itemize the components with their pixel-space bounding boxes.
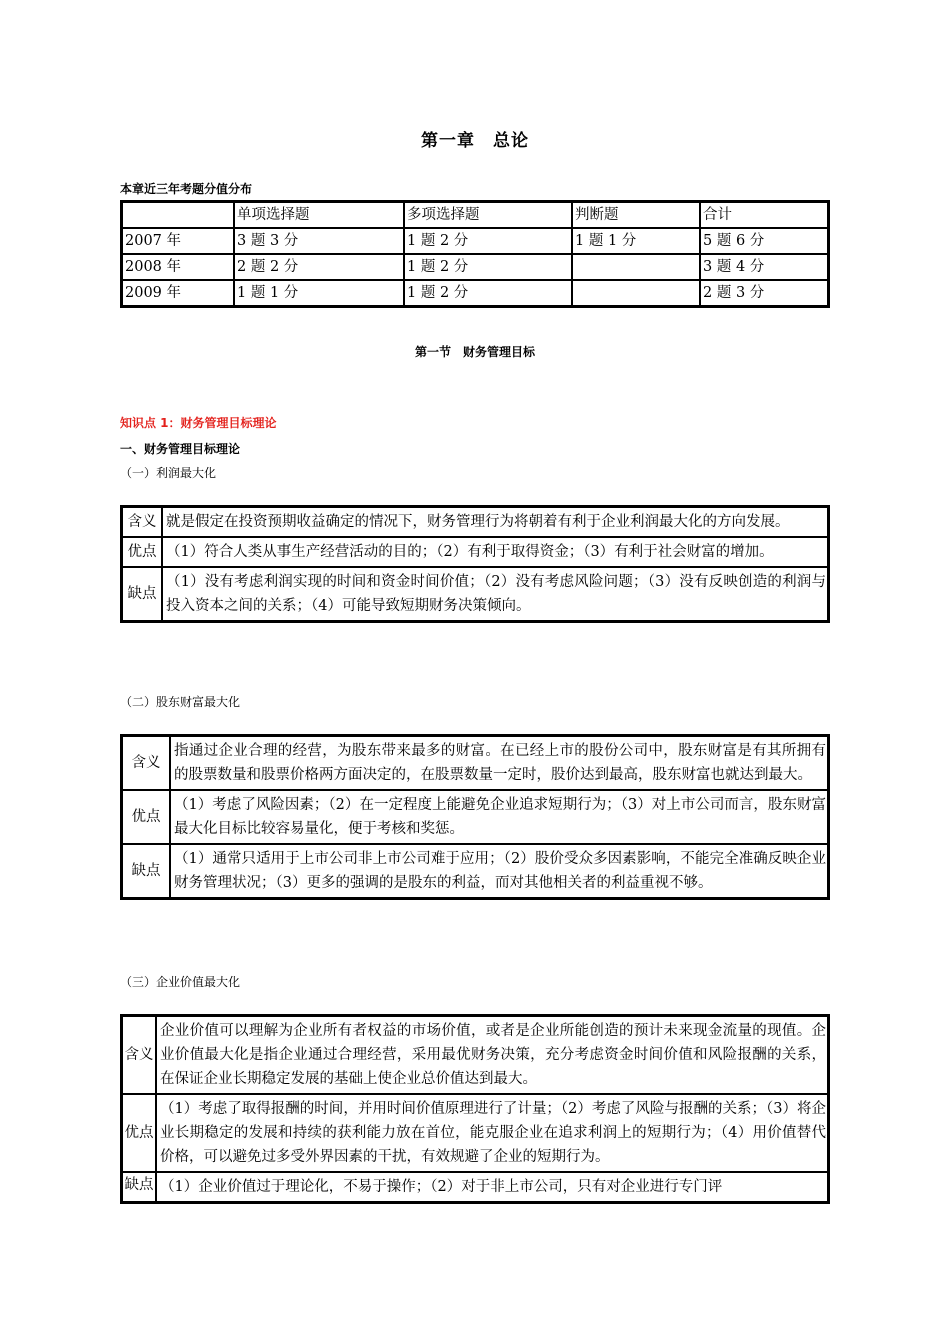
table-row: [122, 228, 828, 254]
table-row: [122, 567, 828, 621]
row-text: 企业价值可以理解为企业所有者权益的市场价值，或者是企业所能创造的预计未来现金流量的现值。企业价值最大化是指企业通过合理经营，采用最优财务决策，充分考虑资金时间价值和风险报酬的关系，在保证企业长期稳定发展的基础上使企业总价值达到最大。: [156, 1016, 828, 1094]
row-text: （1）考虑了风险因素；（2）在一定程度上能避免企业追求短期行为；（3）对上市公司而言，股东财富最大化目标比较容易量化，便于考核和奖惩。: [170, 790, 828, 844]
shareholder-wealth-table: [120, 734, 830, 900]
table-row: [122, 254, 828, 280]
table-row: [122, 736, 828, 790]
row-text: 就是假定在投资预期收益确定的情况下，财务管理行为将朝着有利于企业利润最大化的方向发展。: [162, 507, 828, 537]
table-row: [122, 1172, 828, 1202]
row-label: 缺点: [122, 1172, 156, 1202]
shareholder-heading: （二）股东财富最大化: [120, 695, 241, 709]
table-cell: [122, 202, 234, 228]
row-label: 缺点: [122, 844, 170, 898]
row-label: 含义: [122, 507, 162, 537]
row-text: （1）考虑了取得报酬的时间，并用时间价值原理进行了计量；（2）考虑了风险与报酬的关系；（3）将企业长期稳定的发展和持续的获利能力放在首位，能克服企业在追求利润上的短期行为；（4）用价值替代价格，可以避免过多受外界因素的干扰，有效规避了企业的短期行为。: [156, 1094, 828, 1172]
table-cell: 1 题 1 分: [572, 228, 700, 254]
table-cell: 2007 年: [122, 228, 234, 254]
table-row: [122, 790, 828, 844]
table-cell: 2 题 3 分: [700, 280, 828, 306]
table-row: [122, 507, 828, 537]
table-cell: 1 题 1 分: [234, 280, 404, 306]
table-cell: 3 题 3 分: [234, 228, 404, 254]
subsection-title: 一、财务管理目标理论: [120, 442, 241, 456]
table-cell: 判断题: [572, 202, 700, 228]
row-text: （1）通常只适用于上市公司非上市公司难于应用；（2）股价受众多因素影响，不能完全准确反映企业财务管理状况；（3）更多的强调的是股东的利益，而对其他相关者的利益重视不够。: [170, 844, 828, 898]
table-cell: 1 题 2 分: [404, 254, 572, 280]
enterprise-heading: （三）企业价值最大化: [120, 975, 241, 989]
row-text: 指通过企业合理的经营，为股东带来最多的财富。在已经上市的股份公司中，股东财富是有其所拥有的股票数量和股票价格两方面决定的，在股票数量一定时，股价达到最高，股东财富也就达到最大。: [170, 736, 828, 790]
knowledge-point-title: 知识点 1：财务管理目标理论: [120, 416, 277, 430]
table-cell: [572, 280, 700, 306]
table-cell: 5 题 6 分: [700, 228, 828, 254]
table-cell: 2008 年: [122, 254, 234, 280]
table-cell: 3 题 4 分: [700, 254, 828, 280]
table-cell: 多项选择题: [404, 202, 572, 228]
row-label: 含义: [122, 736, 170, 790]
profit-maximization-table: [120, 505, 830, 623]
table-row: [122, 1094, 828, 1172]
enterprise-table-clip: [118, 1014, 834, 1222]
table-cell: 合计: [700, 202, 828, 228]
row-text: （1）没有考虑利润实现的时间和资金时间价值；（2）没有考虑风险问题；（3）没有反映创造的利润与投入资本之间的关系；（4）可能导致短期财务决策倾向。: [162, 567, 828, 621]
table-cell: 2 题 2 分: [234, 254, 404, 280]
row-label: 缺点: [122, 567, 162, 621]
chapter-title: 第一章 总论: [421, 131, 529, 151]
score-distribution-table: [120, 200, 830, 308]
section-title: 第一节 财务管理目标: [414, 345, 535, 359]
enterprise-value-table: [120, 1014, 830, 1204]
table-row: [122, 844, 828, 898]
table-cell: 1 题 2 分: [404, 280, 572, 306]
profit-heading: （一）利润最大化: [120, 466, 217, 480]
table-row: [122, 1016, 828, 1094]
table-row: [122, 280, 828, 306]
row-label: 优点: [122, 1094, 156, 1172]
row-text: （1）符合人类从事生产经营活动的目的；（2）有利于取得资金；（3）有利于社会财富的增加。: [162, 537, 828, 567]
table-cell: 1 题 2 分: [404, 228, 572, 254]
row-label: 优点: [122, 537, 162, 567]
table-cell: 2009 年: [122, 280, 234, 306]
table-cell: 单项选择题: [234, 202, 404, 228]
score-heading: 本章近三年考题分值分布: [120, 182, 253, 196]
table-cell: [572, 254, 700, 280]
row-label: 含义: [122, 1016, 156, 1094]
row-text: （1）企业价值过于理论化，不易于操作；（2）对于非上市公司，只有对企业进行专门评: [156, 1172, 828, 1202]
row-label: 优点: [122, 790, 170, 844]
table-row: [122, 537, 828, 567]
table-header-row: [122, 202, 828, 228]
